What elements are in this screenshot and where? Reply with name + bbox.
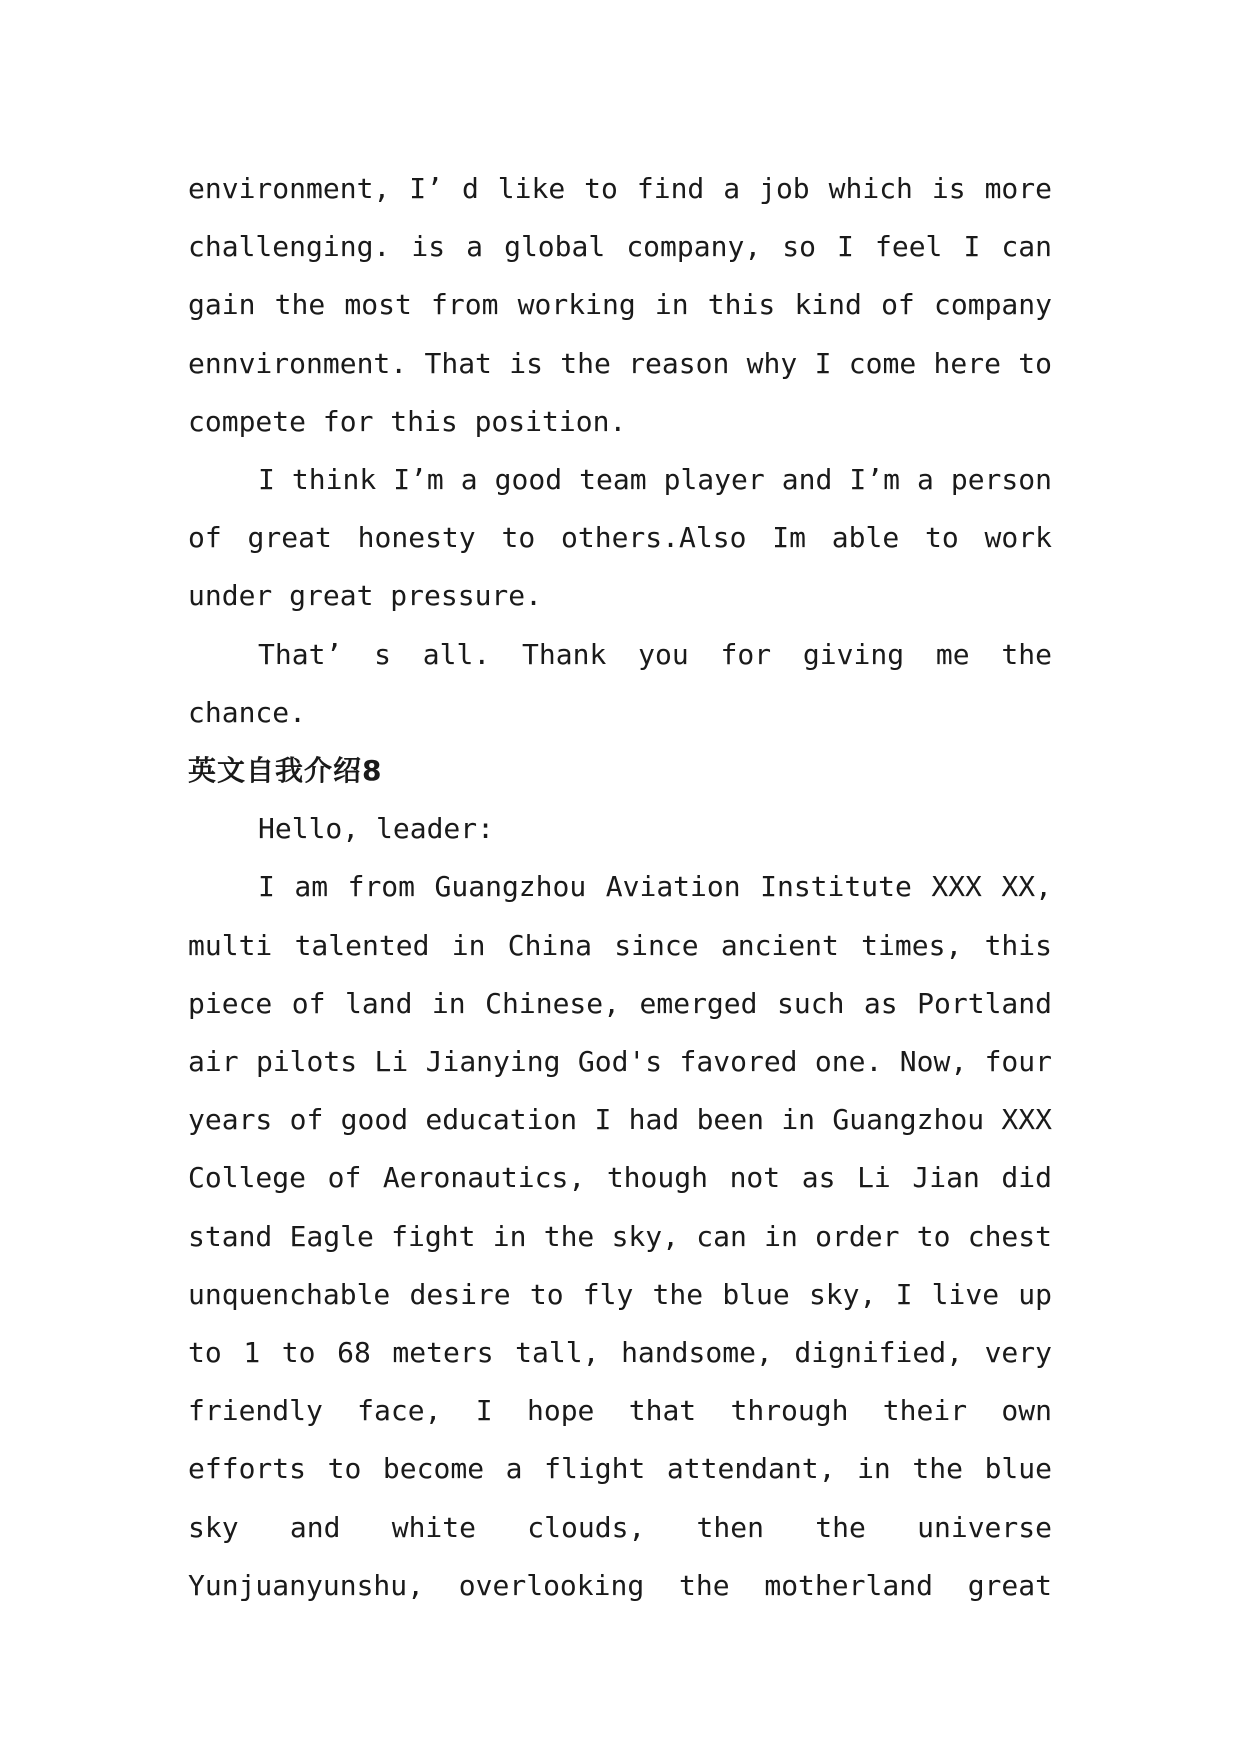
section-heading: 英文自我介绍8 — [188, 754, 383, 788]
document-body — [188, 160, 1052, 1615]
paragraph-introduction-body: I am from Guangzhou Aviation Institute XXX XX, multi talented in China since ancient times, this piece of land in Chinese, emerged such as Portland air pilots Li Jianying God's favored one. Now, four years of good education I had been in Guangzhou XXX College of Aeronautics, though not as Li Jian did stand Eagle fight in the sky, can in order to chest unquenchable desire to fly the blue sky, I live up to 1 to 68 meters tall, handsome, dignified, very friendly face, I hope that through their own efforts to become a flight attendant, in the blue sky and white clouds, then the universe Yunjuanyunshu, overlooking the motherland great — [188, 870, 1052, 1602]
paragraph-personal-qualities: I think I’m a good team player and I’m a person of great honesty to others.Also Im able to work under great pressure. — [188, 463, 1052, 613]
paragraph-job-motivation: environment, I’ d like to find a job which is more challenging. is a global company, so I feel I can gain the most from working in this kind of company ennvironment. That is the reason why I come here to compete for this position. — [188, 172, 1052, 438]
paragraph-closing-thanks: That’ s all. Thank you for giving me the chance. — [188, 637, 1052, 729]
greeting-line: Hello, leader: — [258, 812, 495, 846]
